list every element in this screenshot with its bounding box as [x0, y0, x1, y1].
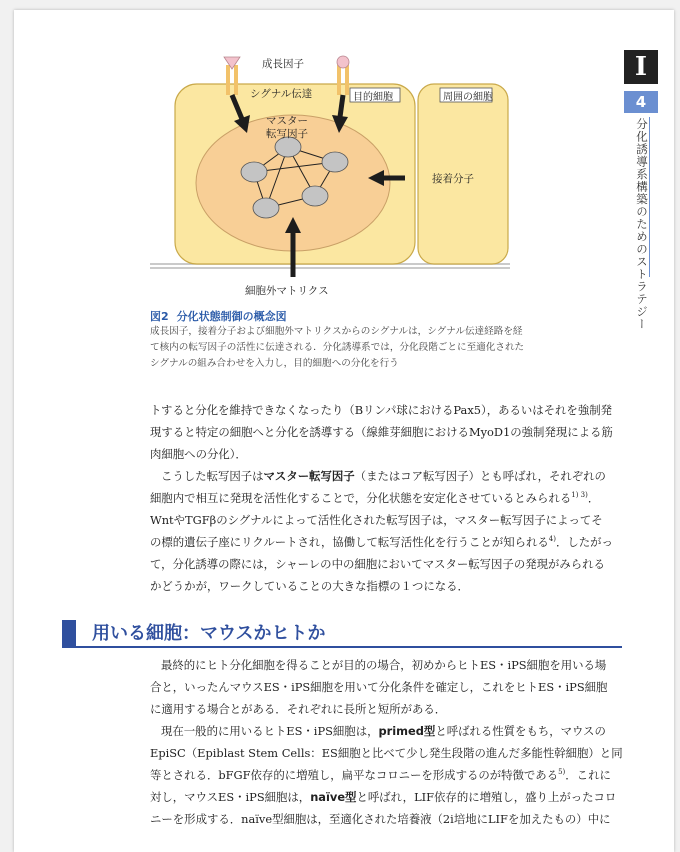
figure-title: 分化状態制御の概念図	[176, 310, 287, 323]
text-line: トすると分化を維持できなくなったり（Bリンパ球におけるPax5），あるいはそれを強制発	[150, 403, 612, 417]
text-line: 最終的にヒト分化細胞を得ることが目的の場合，初めからヒトES・iPS細胞を用いる場	[161, 658, 607, 672]
text-line: 現すると特定の細胞へと分化を誘導する（線維芽細胞におけるMyoD1の強制発現による筋	[150, 425, 613, 439]
label-tf: 転写因子	[266, 128, 308, 140]
caption-line: て核内の転写因子の活性に伝達される．分化誘導系では，分化段階ごとに至適化された	[150, 342, 525, 353]
text-line: の標的遺伝子座にリクルートされ，協働して転写活性化を行うことが知られる$^{4)}$．したがっ	[150, 535, 613, 549]
receptor-right	[337, 65, 341, 95]
caption-line: 成長因子，接着分子および細胞外マトリクスからのシグナルは，シグナル伝達経路を経	[150, 326, 523, 337]
receptor-left	[226, 65, 230, 95]
label-adhesion: 接着分子	[432, 173, 474, 185]
section-heading-bar	[62, 620, 76, 646]
tf-node	[253, 198, 279, 218]
receptor-right	[345, 65, 349, 95]
label-growth-factor: 成長因子	[262, 58, 304, 70]
chapter-roman-tab: I	[624, 50, 658, 84]
tf-node	[241, 162, 267, 182]
text-line: WntやTGFβのシグナルによって活性化された転写因子は，マスター転写因子によってそ	[150, 513, 603, 527]
text-line: 対し，マウスES・iPS細胞は，naïve型と呼ばれ，LIF依存的に増殖し，盛り上がったコロ	[150, 790, 617, 804]
tf-node	[322, 152, 348, 172]
text-line: に適用する場合とがある．それぞれに長所と短所がある．	[150, 702, 447, 716]
text-line: て，分化誘導の際には，シャーレの中の細胞においてマスター転写因子の発現がみられる	[150, 557, 605, 571]
citation: 4)	[548, 535, 556, 544]
label-master: マスター	[266, 115, 308, 127]
figure-diagram	[150, 55, 510, 300]
bold-term: primed型	[378, 724, 436, 738]
label-ecm: 細胞外マトリクス	[245, 285, 329, 297]
figure-number: 図2	[150, 310, 169, 323]
caption-line: シグナルの組み合わせを入力し，目的細胞への分化を行う	[150, 358, 399, 369]
bold-term: マスター転写因子	[263, 469, 355, 483]
text-line: EpiSC（Epiblast Stem Cells：ES細胞と比べて少し発生段階の進んだ多能性幹細胞）と同	[150, 746, 623, 760]
text-line: 肉細胞への分化）．	[150, 447, 247, 461]
citation: 5)	[558, 768, 566, 777]
bold-term: naïve型	[310, 790, 357, 804]
growth-factor-circle	[337, 56, 349, 68]
receptor-left	[234, 65, 238, 95]
section-heading: 用いる細胞：マウスかヒトか	[92, 623, 326, 644]
chapter-title-vertical: 分化誘導系構築のためのストラテジー	[635, 118, 649, 331]
section-underline	[62, 646, 622, 648]
text-line: かどうかが，ワークしていることの大きな指標の１つになる．	[150, 579, 469, 593]
arrow-signal-right	[340, 95, 343, 117]
text-line: 現在一般的に用いるヒトES・iPS細胞は，primed型と呼ばれる性質をもち，マウスの	[161, 724, 606, 738]
text-line: 等とされる．bFGF依存的に増殖し，扁平なコロニーを形成するのが特徴である$^{5)}$．これに	[150, 768, 611, 782]
chapter-number-tab: 4	[624, 91, 658, 113]
text-line: こうした転写因子はマスター転写因子（またはコア転写因子）とも呼ばれ，それぞれの	[161, 469, 606, 483]
figure-caption-body	[150, 324, 550, 372]
tf-node	[302, 186, 328, 206]
citation: 1) 3)	[571, 491, 588, 500]
text-line: ニーを形成する．naïve型細胞は，至適化された培養液（2i培地にLIFを加えたもの）中に	[150, 812, 611, 826]
text-line: 細胞内で相互に発現を活性化することで，分化状態を安定化させているとみられる$^{1) 3)}$．	[150, 491, 600, 505]
label-neighbor-cell: 周囲の細胞	[443, 92, 493, 103]
text-line: 合と，いったんマウスES・iPS細胞を用いて分化条件を確定し，これをヒトES・iPS細胞	[150, 680, 608, 694]
label-signal: シグナル伝達	[250, 88, 313, 100]
label-target-cell: 目的細胞	[353, 92, 393, 103]
figure-caption-title	[150, 308, 287, 324]
